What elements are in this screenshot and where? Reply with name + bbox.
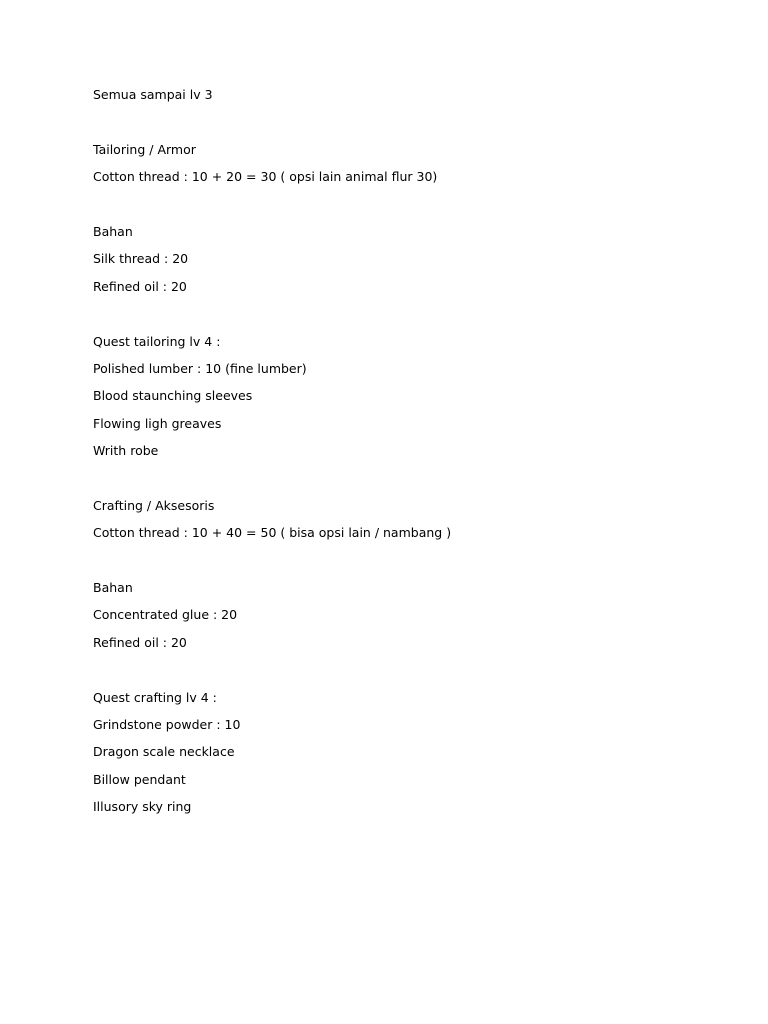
blank-line	[93, 113, 693, 131]
intro-line: Semua sampai lv 3	[93, 87, 213, 102]
crafting-bahan-item: Refined oil : 20	[93, 634, 187, 650]
tailoring-cotton-line: Cotton thread : 10 + 20 = 30 ( opsi lain animal flur 30)	[93, 169, 438, 185]
tailoring-heading: Tailoring / Armor	[93, 141, 196, 157]
tailoring-bahan-item: Silk thread : 20	[93, 251, 189, 267]
tailoring-quest-heading: Quest tailoring lv 4 :	[93, 333, 221, 349]
tailoring-quest-item: Blood staunching sleeves	[93, 388, 253, 404]
blank-line	[93, 305, 693, 323]
tailoring-bahan-item: Refined oil : 20	[93, 278, 187, 294]
crafting-quest-item: Dragon scale necklace	[93, 744, 235, 760]
tailoring-quest-item: Writh robe	[93, 443, 159, 459]
document-body	[93, 86, 693, 826]
tailoring-quest-item: Polished lumber : 10 (fine lumber)	[93, 360, 307, 376]
crafting-heading: Crafting / Aksesoris	[93, 497, 215, 513]
blank-line	[93, 469, 693, 487]
tailoring-quest-item: Flowing ligh greaves	[93, 415, 222, 431]
blank-line	[93, 196, 693, 214]
crafting-bahan-item: Concentrated glue : 20	[93, 607, 238, 623]
crafting-cotton-line: Cotton thread : 10 + 40 = 50 ( bisa opsi lain / nambang )	[93, 525, 452, 541]
blank-line	[93, 552, 693, 570]
crafting-quest-item: Billow pendant	[93, 771, 186, 787]
crafting-bahan-heading: Bahan	[93, 580, 133, 596]
crafting-quest-item: Illusory sky ring	[93, 799, 192, 815]
crafting-quest-heading: Quest crafting lv 4 :	[93, 689, 217, 705]
blank-line	[93, 661, 693, 679]
crafting-quest-item: Grindstone powder : 10	[93, 716, 241, 732]
tailoring-bahan-heading: Bahan	[93, 223, 133, 239]
